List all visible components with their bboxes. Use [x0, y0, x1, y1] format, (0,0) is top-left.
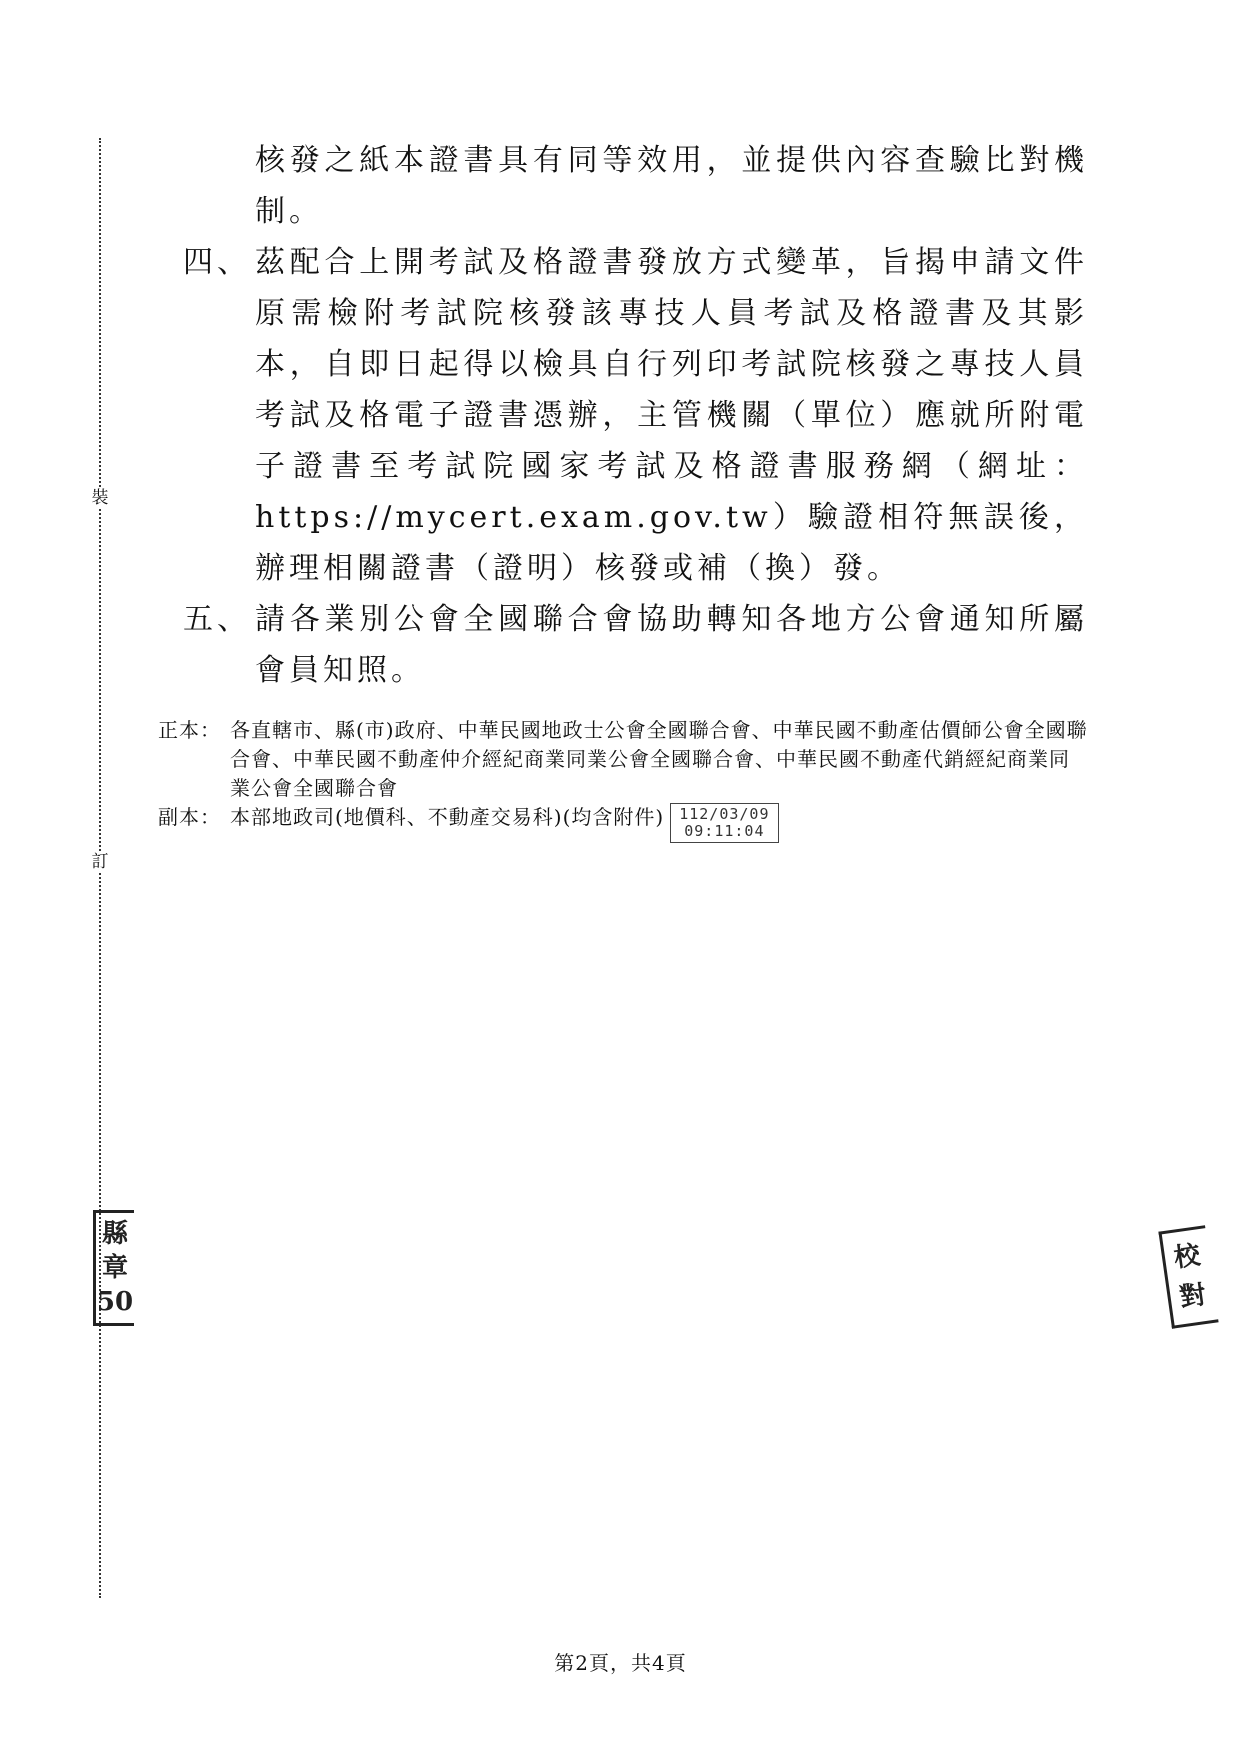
paragraph-five	[183, 594, 1088, 696]
seal-char: 50	[96, 1287, 134, 1317]
paragraph-text: 核發之紙本證書具有同等效用，並提供內容查驗比對機制。	[255, 143, 1088, 229]
seal-stamp-left	[93, 1210, 134, 1326]
binding-label-bottom: 訂	[91, 852, 109, 872]
seal-char: 縣	[101, 1219, 128, 1249]
primary-label: 正本：	[158, 718, 221, 742]
paragraph-number: 五、	[183, 602, 251, 637]
recipients-block	[158, 716, 1088, 843]
paragraph-number: 四、	[183, 245, 251, 280]
paragraph-text: 請各業別公會全國聯合會協助轉知各地方公會通知所屬會員知照。	[255, 602, 1088, 688]
binding-label-top: 裝	[91, 488, 109, 508]
date-stamp	[670, 803, 778, 843]
primary-recipients	[158, 716, 1088, 803]
copy-text: 本部地政司(地價科、不動產交易科)(均含附件)	[230, 805, 665, 829]
paragraph-four	[183, 237, 1088, 594]
stamp-date: 112/03/09	[679, 805, 770, 823]
stamp-time: 09:11:04	[684, 822, 765, 840]
copy-text-wrap	[230, 803, 1088, 843]
page-number: 第2頁，共4頁	[554, 1651, 687, 1675]
document-body	[183, 135, 1088, 696]
seal-char: 對	[1177, 1279, 1208, 1314]
seal-char: 校	[1172, 1240, 1203, 1274]
copy-recipients	[158, 803, 1088, 843]
primary-text: 各直轄市、縣(市)政府、中華民國地政士公會全國聯合會、中華民國不動產估價師公會全國聯合會、中華民國不動產仲介經紀商業同業公會全國聯合會、中華民國不動產代銷經紀商業同業公會全國聯合會	[230, 718, 1088, 800]
copy-label: 副本：	[158, 805, 221, 829]
seal-stamp-right	[1158, 1225, 1218, 1329]
seal-char: 章	[101, 1253, 128, 1283]
paragraph-text: 茲配合上開考試及格證書發放方式變革，旨揭申請文件原需檢附考試院核發該專技人員考試及格證書及其影本，自即日起得以檢具自行列印考試院核發之專技人員考試及格電子證書憑辦，主管機關（單位）應就所附電子證書至考試院國家考試及格證書服務網（網址：https://mycert.exam.gov.tw）驗證相符無誤後，辦理相關證書（證明）核發或補（換）發。	[255, 245, 1088, 586]
paragraph-continued	[183, 135, 1088, 237]
